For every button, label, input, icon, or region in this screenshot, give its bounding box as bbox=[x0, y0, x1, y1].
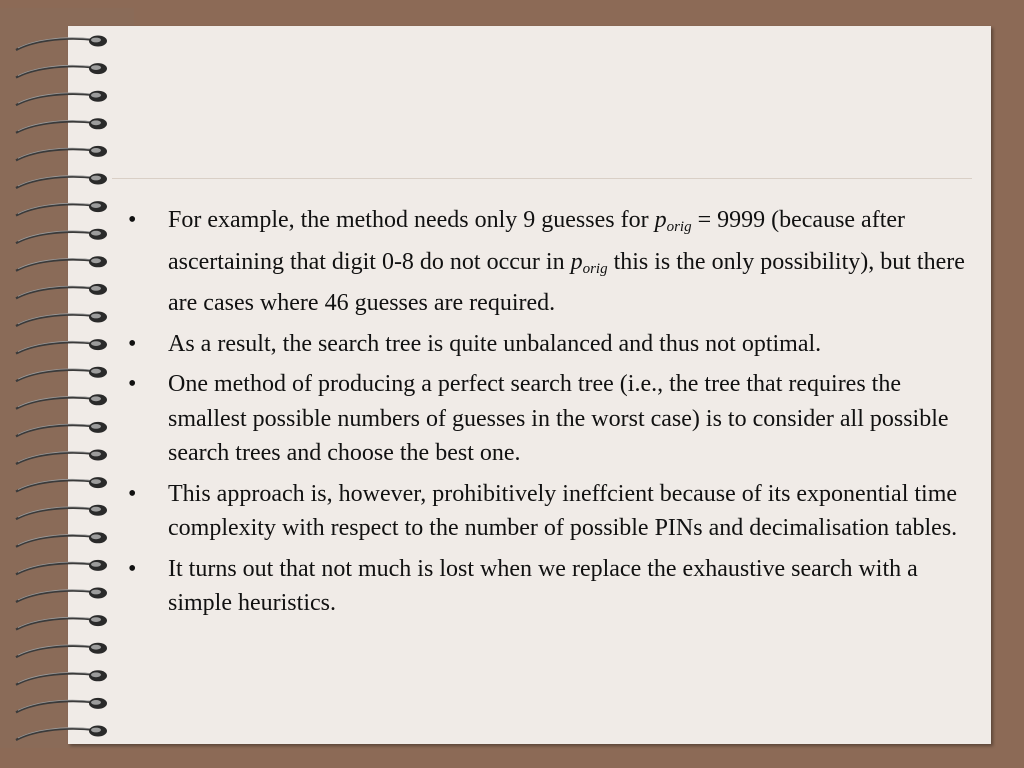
subscript-orig: orig bbox=[666, 219, 692, 235]
bullet-text-part: = 9999 (because after ascertaining that digit 0-8 do not occur in bbox=[168, 207, 906, 275]
binding-ring-icon bbox=[16, 477, 107, 492]
bullet-item-1 bbox=[128, 203, 968, 321]
bullet-item-3 bbox=[128, 367, 968, 471]
bullet-text: As a result, the search tree is quite unbalanced and thus not optimal. bbox=[168, 330, 822, 357]
subscript-orig: orig bbox=[582, 260, 608, 277]
bullet-marker: • bbox=[128, 330, 137, 357]
binding-ring-icon bbox=[16, 118, 107, 133]
bullet-text: It turns out that not much is lost when we replace the exhaustive search with a simple heuristics. bbox=[168, 555, 918, 616]
bullet-text-part: For example, the method needs only 9 guesses for bbox=[168, 207, 655, 233]
binding-ring-icon bbox=[16, 505, 107, 520]
title-divider bbox=[112, 178, 972, 179]
bullet-text: This approach is, however, prohibitively ineffcient because of its exponential time complexity with respect to the number of possible PINs and decimalisation tables. bbox=[168, 480, 958, 541]
binding-ring-icon bbox=[16, 63, 107, 78]
binding-ring-icon bbox=[16, 146, 107, 161]
slide-body bbox=[128, 203, 968, 627]
bullet-text: One method of producing a perfect search tree (i.e., the tree that requires the smallest possible numbers of guesses in the worst case) is to consider all possible search trees and choose the best one. bbox=[168, 371, 949, 466]
binding-ring-icon bbox=[16, 174, 107, 189]
bullet-marker: • bbox=[128, 207, 137, 233]
spiral-binding-icon bbox=[0, 0, 140, 768]
binding-ring-icon bbox=[16, 422, 107, 437]
binding-ring-icon bbox=[16, 201, 107, 216]
binding-ring-icon bbox=[16, 560, 107, 575]
binding-ring-icon bbox=[16, 532, 107, 547]
binding-ring-icon bbox=[16, 615, 107, 630]
bullet-marker: • bbox=[128, 555, 137, 582]
binding-ring-icon bbox=[16, 36, 107, 51]
binding-ring-icon bbox=[16, 229, 107, 244]
variable-p: p bbox=[570, 248, 583, 275]
binding-ring-icon bbox=[16, 726, 107, 741]
bullet-item-4 bbox=[128, 477, 968, 546]
binding-ring-icon bbox=[16, 367, 107, 382]
binding-ring-icon bbox=[16, 643, 107, 658]
bullet-item-5 bbox=[128, 552, 968, 621]
binding-ring-icon bbox=[16, 450, 107, 465]
bullet-marker: • bbox=[128, 371, 137, 397]
binding-ring-icon bbox=[16, 588, 107, 603]
bullet-marker: • bbox=[128, 480, 137, 507]
binding-ring-icon bbox=[16, 256, 107, 271]
binding-ring-icon bbox=[16, 339, 107, 354]
bullet-text-part: this is the only possibility), but there are cases where 46 guesses are required. bbox=[168, 248, 965, 316]
binding-ring-icon bbox=[16, 394, 107, 409]
binding-ring-icon bbox=[16, 284, 107, 299]
binding-ring-icon bbox=[16, 670, 107, 685]
bullet-list bbox=[128, 203, 968, 621]
bullet-item-2 bbox=[128, 327, 968, 362]
binding-ring-icon bbox=[16, 698, 107, 713]
binding-ring-icon bbox=[16, 91, 107, 106]
variable-p: p bbox=[654, 207, 667, 233]
binding-ring-icon bbox=[16, 312, 107, 327]
